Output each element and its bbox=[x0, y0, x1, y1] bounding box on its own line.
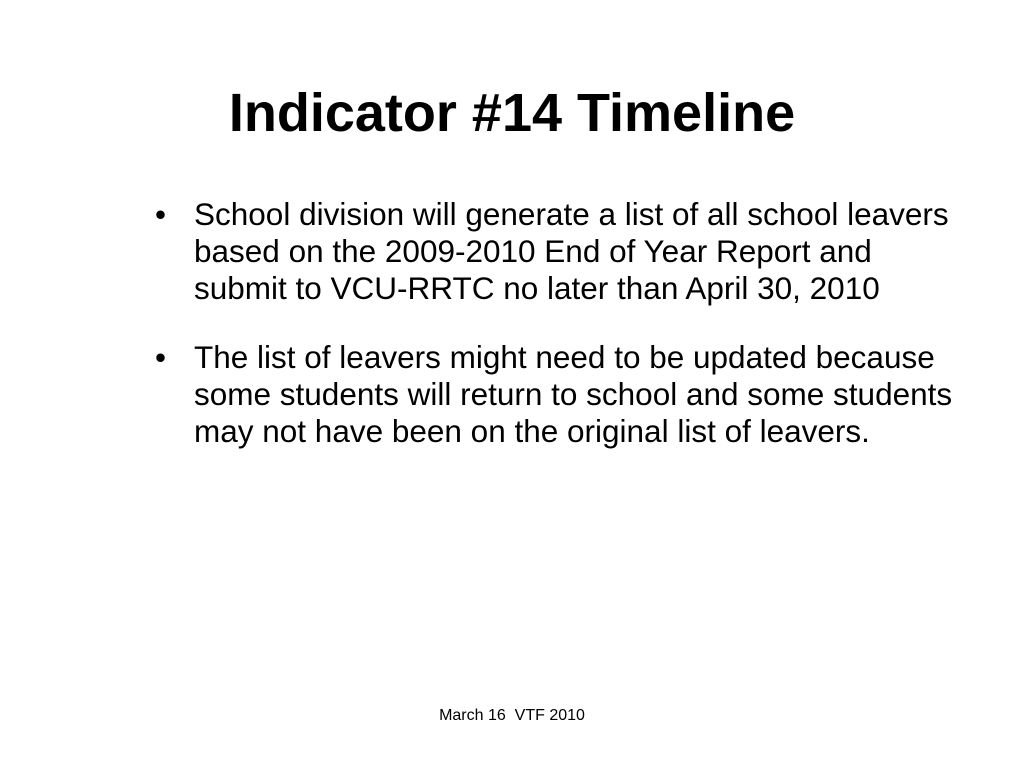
bullet-list bbox=[155, 196, 955, 482]
bullet-icon: • bbox=[155, 339, 167, 375]
bullet-text: School division will generate a list of all school leavers based on the 2009-2010 End of Year Report and submit to VCU-RRTC no later than April 30, 2010 bbox=[194, 196, 949, 306]
bullet-text: The list of leavers might need to be updated because some students will return to school and some students may not have been on the original list of leavers. bbox=[194, 339, 953, 449]
bullet-icon: • bbox=[155, 196, 167, 232]
slide-title: Indicator #14 Timeline bbox=[228, 83, 796, 143]
slide-footer: March 16 VTF 2010 bbox=[439, 707, 585, 724]
bullet-item bbox=[155, 339, 955, 450]
bullet-item bbox=[155, 196, 955, 307]
